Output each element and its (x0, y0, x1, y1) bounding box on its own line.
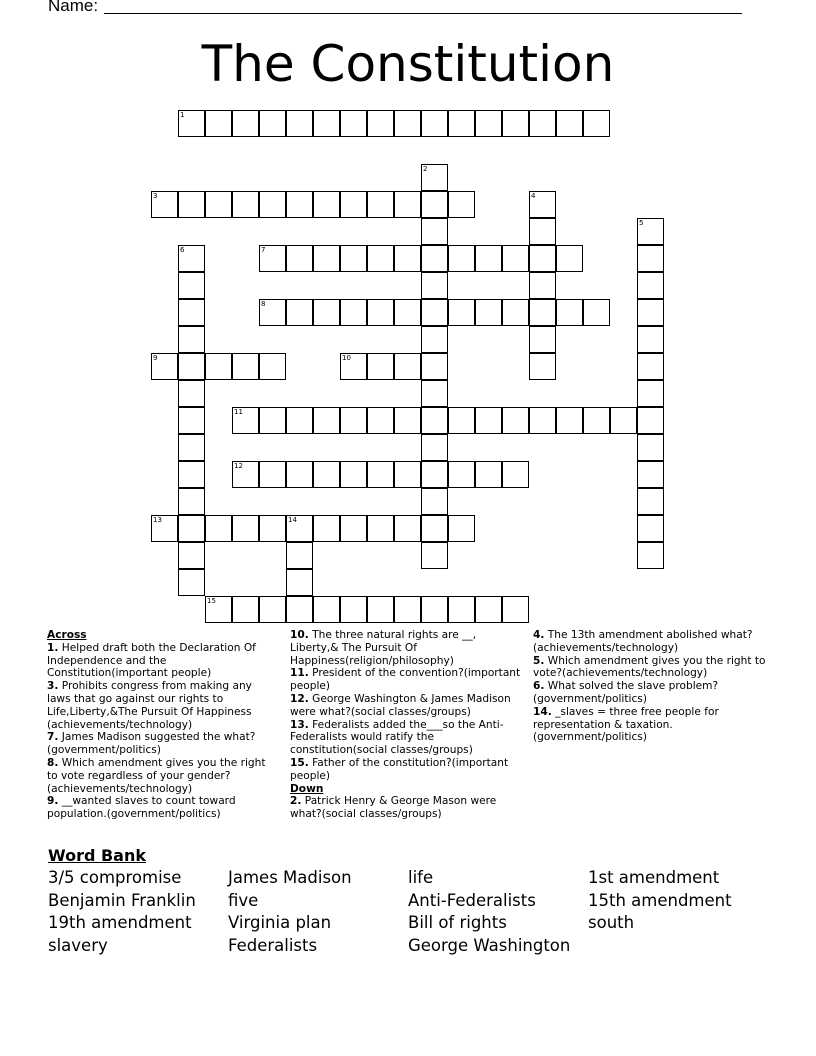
clue-down-4 (533, 629, 773, 655)
clue-number-label: 15 (207, 597, 216, 605)
crossword-cell[interactable] (178, 488, 205, 515)
crossword-cell[interactable] (448, 191, 475, 218)
clue-down-6 (533, 680, 773, 706)
clue-across-3 (47, 680, 277, 731)
crossword-cell[interactable] (421, 488, 448, 515)
crossword-cell[interactable] (178, 461, 205, 488)
word-bank-item: Virginia plan (228, 913, 332, 932)
clues-column-1 (47, 629, 277, 821)
clue-down-2 (290, 795, 522, 821)
crossword-cell[interactable] (421, 218, 448, 245)
crossword-cell[interactable] (313, 461, 340, 488)
crossword-cell[interactable] (394, 191, 421, 218)
crossword-cell[interactable] (286, 515, 313, 542)
crossword-cell[interactable] (286, 596, 313, 623)
crossword-cell[interactable] (178, 110, 205, 137)
crossword-cell[interactable] (259, 515, 286, 542)
crossword-cell[interactable] (502, 461, 529, 488)
crossword-cell[interactable] (421, 110, 448, 137)
crossword-cell[interactable] (151, 353, 178, 380)
clue-number: 1. (47, 641, 59, 654)
clue-number-label: 14 (288, 516, 297, 524)
crossword-cell[interactable] (286, 245, 313, 272)
crossword-cell[interactable] (421, 353, 448, 380)
crossword-cell[interactable] (394, 515, 421, 542)
crossword-cell[interactable] (259, 299, 286, 326)
clue-number-label: 11 (234, 408, 243, 416)
crossword-cell[interactable] (340, 515, 367, 542)
clue-number: 5. (533, 654, 545, 667)
crossword-cell[interactable] (475, 110, 502, 137)
clue-number-label: 13 (153, 516, 162, 524)
crossword-cell[interactable] (232, 407, 259, 434)
crossword-cell[interactable] (232, 191, 259, 218)
clue-text: Prohibits congress from making any laws that go against our rights to Life,Liberty,&The Pursuit Of Happiness (achievements/technology) (47, 680, 252, 731)
clue-number-label: 8 (261, 300, 266, 308)
clue-down-14 (533, 706, 773, 744)
crossword-cell[interactable] (394, 245, 421, 272)
clue-text: __wanted slaves to count toward population.(government/politics) (47, 795, 236, 821)
crossword-cell[interactable] (178, 569, 205, 596)
crossword-cell[interactable] (637, 326, 664, 353)
word-bank-item: 15th amendment (588, 890, 732, 910)
word-bank-item: life (408, 868, 434, 887)
clue-text: The 13th amendment abolished what?(achievements/technology) (533, 629, 753, 654)
crossword-cell[interactable] (259, 191, 286, 218)
crossword-cell[interactable] (583, 110, 610, 137)
crossword-cell[interactable] (259, 596, 286, 623)
word-bank-item: James Madison (228, 868, 352, 887)
crossword-cell[interactable] (637, 434, 664, 461)
crossword-cell[interactable] (340, 596, 367, 623)
page-title: The Constitution (201, 35, 615, 93)
word-bank-item: 19th amendment (48, 913, 192, 932)
crossword-cell[interactable] (637, 272, 664, 299)
crossword-cell[interactable] (178, 434, 205, 461)
crossword-cell[interactable] (151, 191, 178, 218)
crossword-cell[interactable] (637, 515, 664, 542)
clue-number: 3. (47, 680, 59, 693)
crossword-cell[interactable] (178, 326, 205, 353)
crossword-cell[interactable] (313, 110, 340, 137)
crossword-cell[interactable] (178, 407, 205, 434)
crossword-cell[interactable] (340, 110, 367, 137)
crossword-cell[interactable] (529, 218, 556, 245)
clue-number-label: 3 (153, 192, 158, 200)
clue-down-5 (533, 655, 773, 681)
crossword-cell[interactable] (367, 596, 394, 623)
crossword-cell[interactable] (475, 461, 502, 488)
crossword-cell[interactable] (340, 407, 367, 434)
crossword-cell[interactable] (367, 110, 394, 137)
crossword-cell[interactable] (340, 191, 367, 218)
clue-text: Father of the constitution?(important people) (290, 756, 509, 782)
clue-number: 14. (533, 705, 552, 718)
crossword-cell[interactable] (313, 515, 340, 542)
clue-text: Patrick Henry & George Mason were what?(social classes/groups) (290, 795, 497, 821)
crossword-cell[interactable] (421, 380, 448, 407)
crossword-cell[interactable] (394, 407, 421, 434)
crossword-cell[interactable] (421, 461, 448, 488)
clue-number: 10. (290, 629, 309, 641)
clue-text: What solved the slave problem?(government/politics) (533, 680, 719, 705)
crossword-cell[interactable] (367, 245, 394, 272)
crossword-cell[interactable] (637, 542, 664, 569)
clue-number: 6. (533, 680, 545, 693)
crossword-cell[interactable] (529, 407, 556, 434)
clue-number-label: 9 (153, 354, 158, 362)
crossword-cell[interactable] (556, 110, 583, 137)
clue-number: 9. (47, 795, 59, 808)
crossword-cell[interactable] (448, 245, 475, 272)
clue-text: President of the convention?(important people) (290, 667, 521, 693)
crossword-cell[interactable] (421, 164, 448, 191)
clue-text: Federalists added the___so the Anti-Federalists would ratify the constitution(social classes/groups) (290, 718, 504, 757)
clue-number: 4. (533, 629, 545, 641)
crossword-cell[interactable] (367, 353, 394, 380)
crossword-cell[interactable] (178, 542, 205, 569)
crossword-cell[interactable] (475, 596, 502, 623)
crossword-cell[interactable] (637, 218, 664, 245)
crossword-cell[interactable] (448, 515, 475, 542)
word-bank-item: Bill of rights (408, 913, 507, 932)
crossword-cell[interactable] (313, 191, 340, 218)
crossword-cell[interactable] (448, 407, 475, 434)
clue-number-label: 2 (423, 165, 428, 173)
crossword-cell[interactable] (232, 353, 259, 380)
crossword-cell[interactable] (583, 407, 610, 434)
crossword-cell[interactable] (313, 596, 340, 623)
down-heading: Down (290, 782, 324, 795)
crossword-cell[interactable] (286, 110, 313, 137)
crossword-cell[interactable] (637, 299, 664, 326)
crossword-cell[interactable] (421, 434, 448, 461)
clue-number: 15. (290, 756, 309, 769)
crossword-cell[interactable] (313, 245, 340, 272)
clues-column-2 (290, 629, 522, 821)
word-bank-item: five (228, 890, 259, 910)
crossword-cell[interactable] (232, 515, 259, 542)
word-bank-item: south (588, 913, 635, 932)
word-bank-item: slavery (48, 935, 108, 955)
crossword-cell[interactable] (340, 353, 367, 380)
word-bank-title: Word Bank (48, 846, 147, 865)
word-bank-item: 1st amendment (588, 868, 720, 887)
crossword-cell[interactable] (259, 407, 286, 434)
crossword-cell[interactable] (421, 542, 448, 569)
crossword-cell[interactable] (529, 353, 556, 380)
clue-text: George Washington & James Madison were what?(social classes/groups) (290, 692, 511, 718)
crossword-cell[interactable] (421, 245, 448, 272)
clue-text: Which amendment gives you the right to vote?(achievements/technology) (533, 654, 766, 680)
clue-across-8 (47, 757, 277, 795)
crossword-cell[interactable] (421, 191, 448, 218)
clue-number: 11. (290, 667, 309, 680)
crossword-cell[interactable] (205, 191, 232, 218)
crossword-cell[interactable] (448, 110, 475, 137)
crossword-cell[interactable] (205, 515, 232, 542)
crossword-cell[interactable] (556, 245, 583, 272)
crossword-cell[interactable] (151, 515, 178, 542)
clue-text: Helped draft both the Declaration Of Independence and the Constitution(important people) (47, 641, 256, 680)
crossword-cell[interactable] (448, 461, 475, 488)
crossword-cell[interactable] (367, 461, 394, 488)
clue-across-9 (47, 795, 277, 821)
crossword-cell[interactable] (259, 245, 286, 272)
crossword-cell[interactable] (286, 407, 313, 434)
crossword-cell[interactable] (178, 245, 205, 272)
crossword-cell[interactable] (394, 596, 421, 623)
crossword-cell[interactable] (205, 353, 232, 380)
crossword-cell[interactable] (178, 380, 205, 407)
crossword-cell[interactable] (313, 407, 340, 434)
crossword-cell[interactable] (421, 299, 448, 326)
clue-number: 2. (290, 795, 302, 808)
crossword-cell[interactable] (556, 299, 583, 326)
crossword-cell[interactable] (313, 299, 340, 326)
crossword-cell[interactable] (259, 353, 286, 380)
crossword-cell[interactable] (286, 461, 313, 488)
crossword-cell[interactable] (556, 407, 583, 434)
clue-number-label: 1 (180, 111, 185, 119)
clue-across-11 (290, 667, 522, 693)
crossword-cell[interactable] (394, 110, 421, 137)
crossword-cell[interactable] (286, 191, 313, 218)
clue-across-1 (47, 642, 277, 680)
crossword-cell[interactable] (178, 191, 205, 218)
crossword-cell[interactable] (637, 245, 664, 272)
crossword-cell[interactable] (502, 299, 529, 326)
crossword-cell[interactable] (259, 461, 286, 488)
clue-across-15 (290, 757, 522, 783)
clue-number-label: 6 (180, 246, 185, 254)
crossword-cell[interactable] (583, 299, 610, 326)
clue-number: 13. (290, 718, 309, 731)
clue-number-label: 4 (531, 192, 536, 200)
clue-across-10 (290, 629, 522, 667)
crossword-cell[interactable] (637, 461, 664, 488)
crossword-cell[interactable] (637, 380, 664, 407)
crossword-cell[interactable] (367, 191, 394, 218)
crossword-cell[interactable] (232, 110, 259, 137)
crossword-cell[interactable] (637, 407, 664, 434)
crossword-cell[interactable] (205, 596, 232, 623)
crossword-cell[interactable] (610, 407, 637, 434)
clue-across-7 (47, 731, 277, 757)
crossword-cell[interactable] (394, 353, 421, 380)
crossword-cell[interactable] (178, 353, 205, 380)
crossword-cell[interactable] (421, 326, 448, 353)
crossword-cell[interactable] (232, 596, 259, 623)
across-heading: Across (47, 629, 87, 641)
crossword-cell[interactable] (475, 245, 502, 272)
clue-text: _slaves = three free people for representation & taxation.(government/politics) (533, 705, 719, 744)
crossword-cell[interactable] (448, 596, 475, 623)
clue-number-label: 7 (261, 246, 266, 254)
clue-across-13 (290, 719, 522, 757)
crossword-cell[interactable] (394, 299, 421, 326)
crossword-cell[interactable] (340, 461, 367, 488)
crossword-cell[interactable] (502, 245, 529, 272)
crossword-cell[interactable] (286, 299, 313, 326)
crossword-cell[interactable] (340, 245, 367, 272)
crossword-cell[interactable] (286, 542, 313, 569)
clue-number-label: 5 (639, 219, 644, 227)
crossword-cell[interactable] (367, 515, 394, 542)
crossword-cell[interactable] (178, 272, 205, 299)
clue-number-label: 12 (234, 462, 243, 470)
crossword-cell[interactable] (529, 272, 556, 299)
clue-text: James Madison suggested the what?(government/politics) (47, 731, 256, 757)
crossword-cell[interactable] (637, 353, 664, 380)
crossword-cell[interactable] (394, 461, 421, 488)
crossword-cell[interactable] (232, 461, 259, 488)
crossword-cell[interactable] (367, 407, 394, 434)
crossword-cell[interactable] (205, 110, 232, 137)
crossword-cell[interactable] (529, 110, 556, 137)
crossword-cell[interactable] (529, 191, 556, 218)
crossword-cell[interactable] (502, 110, 529, 137)
word-bank-item: Benjamin Franklin (48, 890, 196, 910)
crossword-cell[interactable] (637, 488, 664, 515)
crossword-cell[interactable] (340, 299, 367, 326)
crossword-cell[interactable] (529, 245, 556, 272)
crossword-cell[interactable] (421, 515, 448, 542)
word-bank-item: George Washington (408, 935, 571, 955)
clue-across-12 (290, 693, 522, 719)
clue-number-label: 10 (342, 354, 351, 362)
word-bank-item: 3/5 compromise (48, 868, 182, 887)
crossword-cell[interactable] (178, 299, 205, 326)
crossword-cell[interactable] (475, 407, 502, 434)
crossword-cell[interactable] (421, 596, 448, 623)
crossword-cell[interactable] (475, 299, 502, 326)
clue-text: Which amendment gives you the right to vote regardless of your gender?(achievements/technology) (47, 756, 266, 795)
crossword-cell[interactable] (448, 299, 475, 326)
clue-text: The three natural rights are __, Liberty,& The Pursuit Of Happiness(religion/philosophy) (290, 629, 477, 667)
crossword-cell[interactable] (421, 272, 448, 299)
crossword-cell[interactable] (259, 110, 286, 137)
crossword-cell[interactable] (367, 299, 394, 326)
word-bank-item: Anti-Federalists (408, 890, 536, 910)
crossword-cell[interactable] (421, 407, 448, 434)
name-label: Name: (48, 0, 99, 15)
crossword-cell[interactable] (529, 326, 556, 353)
crossword-cell[interactable] (502, 407, 529, 434)
crossword-cell[interactable] (178, 515, 205, 542)
clue-number: 7. (47, 731, 59, 744)
clue-number: 8. (47, 756, 59, 769)
crossword-cell[interactable] (529, 299, 556, 326)
word-bank-item: Federalists (228, 935, 318, 955)
crossword-cell[interactable] (502, 596, 529, 623)
clues-column-3 (533, 629, 773, 744)
clue-number: 12. (290, 692, 309, 705)
crossword-cell[interactable] (286, 569, 313, 596)
